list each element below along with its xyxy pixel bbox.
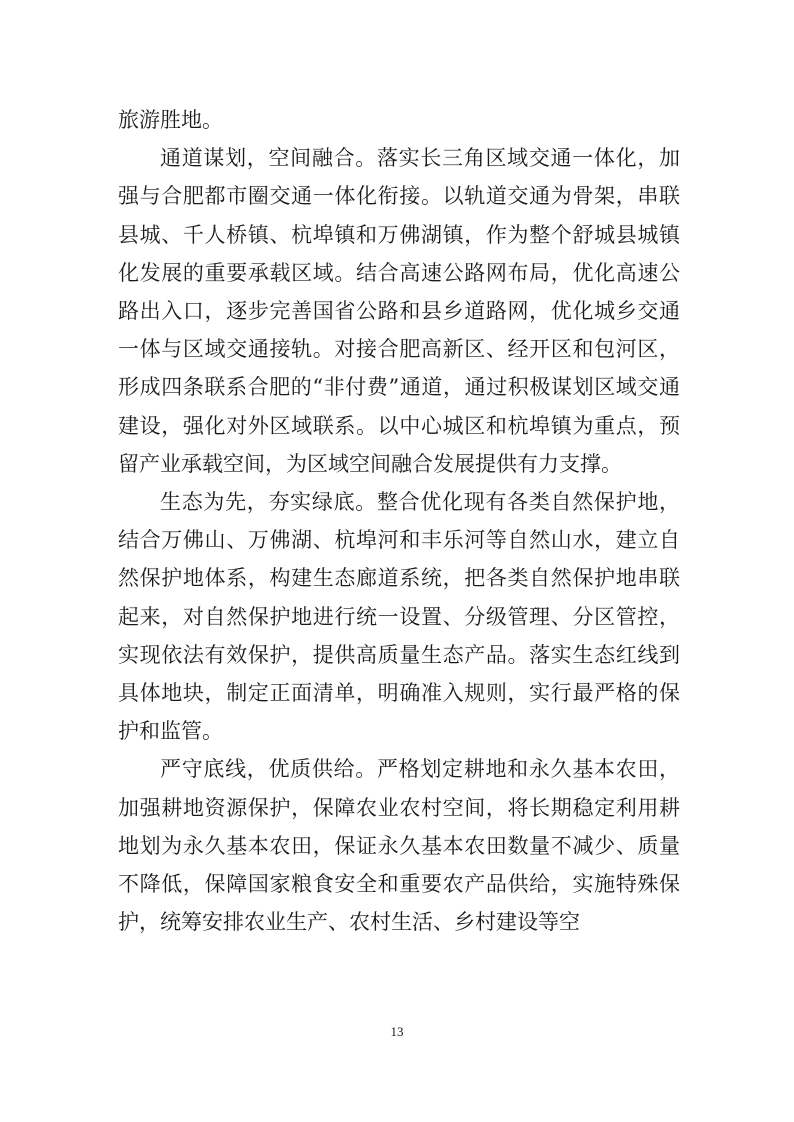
paragraph-text: 旅游胜地。 [118,108,223,132]
paragraph-transport [118,139,680,483]
paragraph-ecology [118,483,680,750]
paragraph-lead: 通道谋划，空间融合。 [160,146,377,171]
paragraph-farmland [118,750,680,941]
body-text [118,101,680,941]
paragraph-text: 严格划定耕地和永久基本农田，加强耕地资源保护，保障农业农村空间，将长期稳定利用耕地划为永久基本农田，保证永久基本农田数量不减少、质量不降低，保障国家粮食安全和重要农产品供给，实施特殊保护，统筹安排农业生产、农村生活、乡村建设等空 [118,757,681,935]
paragraph-continued [118,101,680,139]
page-number: 13 [390,1024,404,1039]
paragraph-lead: 生态为先，夯实绿底。 [160,490,377,515]
paragraph-lead: 严守底线，优质供给。 [160,757,377,782]
paragraph-text: 落实长三角区域交通一体化，加强与合肥都市圈交通一体化衔接。以轨道交通为骨架，串联县城、千人桥镇、杭埠镇和万佛湖镇，作为整个舒城县城镇化发展的重要承载区域。结合高速公路网布局，优化高速公路出入口，逐步完善国省公路和县乡道路网，优化城乡交通一体与区域交通接轨。对接合肥高新区、经开区和包河区，形成四条联系合肥的“非付费”通道，通过积极谋划区域交通建设，强化对外区域联系。以中心城区和杭埠镇为重点，预留产业承载空间，为区域空间融合发展提供有力支撑。 [118,146,681,476]
paragraph-text: 整合优化现有各类自然保护地，结合万佛山、万佛湖、杭埠河和丰乐河等自然山水，建立自然保护地体系，构建生态廊道系统，把各类自然保护地串联起来，对自然保护地进行统一设置、分级管理、分区管控，实现依法有效保护，提供高质量生态产品。落实生态红线到具体地块，制定正面清单，明确准入规则，实行最严格的保护和监管。 [118,490,681,744]
